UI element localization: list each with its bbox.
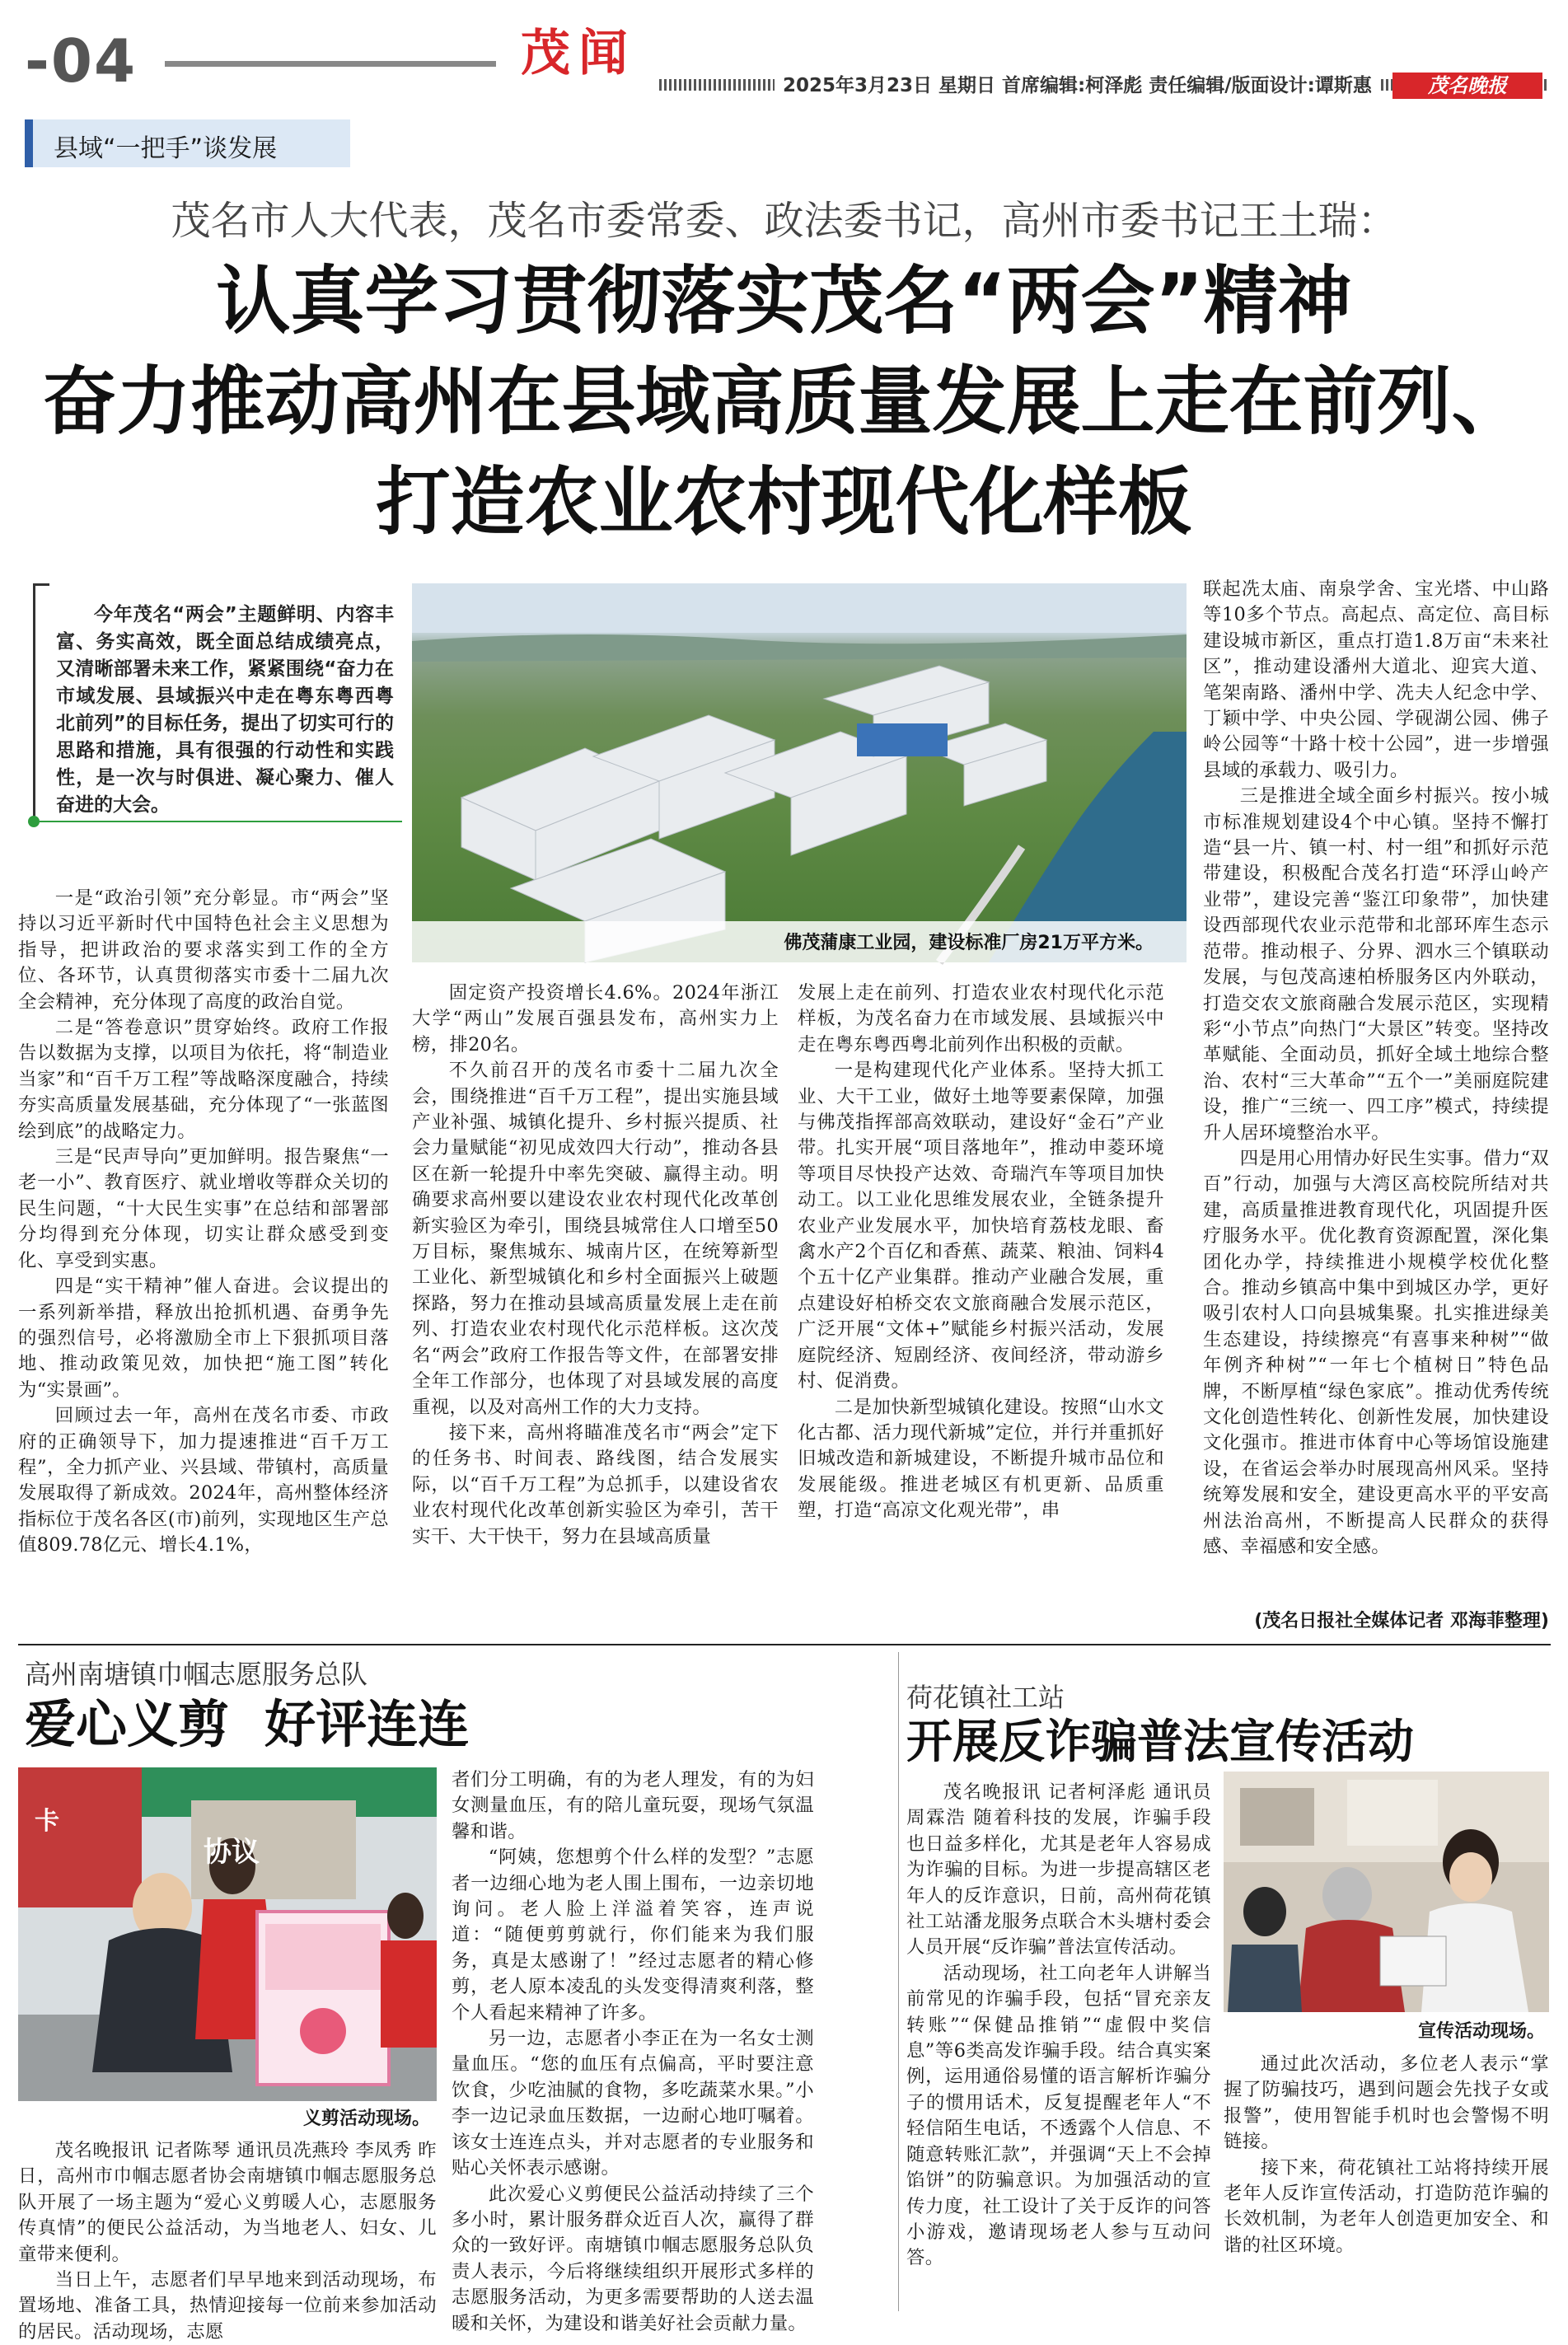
column-banner-label: 县域“一把手”谈发展: [54, 134, 278, 163]
haircut-sign-2: 卡: [35, 1807, 59, 1836]
story3-col1-para: 活动现场，社工向老年人讲解当前常见的诈骗手段，包括“冒充亲友转账”“保健品推销”“虚假中奖信息”等6类高发诈骗手段。结合真实案例，运用通俗易懂的语言解析诈骗分子的惯用话术，反复提醒老年人“不轻信陌生电话，不透露个人信息、不随意转账汇款”，并强调“天上不会掉馅饼”的防骗意识。为加强活动的宣传力度，社工设计了关于反诈的问答小游戏，邀请现场老人参与互动问答。: [906, 1962, 1211, 2269]
page-number: -04: [25, 26, 138, 96]
story3-col2-para: 通过此次活动，多位老人表示“掌握了防骗技巧，遇到问题会先找子女或报警”，使用智能手机时也会警惕不明链接。: [1224, 2053, 1549, 2153]
column-banner: [25, 119, 350, 167]
main-col3-para: 一是构建现代化产业体系。坚持大抓工业、大干工业，做好土地等要素保障，加强与佛茂指挥部高效联动，建设好“金石”产业带。扎实开展“项目落地年”，推动申菱环境等项目尽快投产达效、奇瑞汽车等项目加快动工。以工业化思维发展农业，全链条提升农业产业发展水平，加快培育荔枝龙眼、畜禽水产2个百亿和香蕉、蔬菜、粮油、饲料4个五十亿产业集群。推动产业融合发展，重点建设好柏桥交农文旅商融合发展示范区，广泛开展“文体+”赋能乡村振兴活动，发展庭院经济、短剧经济、夜间经济，带动游乡村、促消费。: [798, 1060, 1164, 1392]
main-col1-para: 二是“答卷意识”贯穿始终。政府工作报告以数据为支撑，以项目为依托，将“制造业当家”和“百千万工程”等战略深度融合，持续夯实高质量发展基础，充分体现了“一张蓝图绘到底”的战略定力。: [18, 1017, 389, 1142]
story2-col2-para: “阿姨，您想剪个什么样的发型？”志愿者一边细心地为老人围上围布，一边亲切地询问。老人脸上洋溢着笑容，连声说道：“随便剪剪就行，你们能来为我们服务，真是太感谢了！”经过志愿者的精心修剪，老人原本凌乱的头发变得清爽利落，整个人看起来精神了许多。: [452, 1847, 814, 2024]
section-name: 茂闻: [521, 25, 636, 82]
paper-logo: 茂名晚报: [1392, 73, 1542, 99]
story3-title: 开展反诈骗普法宣传活动: [906, 1715, 1414, 1769]
industrial-park-photo: [412, 583, 1187, 962]
main-title-line-1: 认真学习贯彻落实茂名“两会”精神: [216, 258, 1352, 344]
story2-col2-para: 者们分工明确，有的为老人理发，有的为妇女测量血压，有的陪儿童玩耍，现场气氛温馨和谐。: [452, 1769, 814, 1842]
main-body-col4: [1203, 577, 1549, 1607]
main-col4-para: 联起冼太庙、南泉学舍、宝光塔、中山路等10多个节点。高起点、高定位、高目标建设城市新区，重点打造1.8万亩“未来社区”，推动建设潘州大道北、迎宾大道、笔架南路、潘州中学、冼夫人纪念中学、丁颖中学、中央公园、学砚湖公园、佛子岭公园等“十路十校十公园”，进一步增强县域的承载力、吸引力。: [1203, 578, 1549, 781]
story3-col2: [1224, 2052, 1549, 2319]
story2-col1-para: 当日上午，志愿者们早早地来到活动现场，布置场地、准备工具，热情迎接每一位前来参加活动的居民。活动现场，志愿: [18, 2269, 437, 2343]
haircut-photo: [18, 1767, 437, 2101]
story3-kicker: 荷花镇社工站: [906, 1682, 1065, 1713]
story3-col2-para: 接下来，荷花镇社工站将持续开展老年人反诈宣传活动，打造防范诈骗的长效机制，为老年人创造更加安全、和谐的社区环境。: [1224, 2156, 1549, 2256]
story2-title: 爱心义剪 好评连连: [25, 1694, 470, 1754]
main-col4-para: 三是推进全域全面乡村振兴。按小城市标准规划建设4个中心镇。坚持不懈打造“县一片、镇一村、村一组”和抓好示范带建设，积极配合茂名打造“环浮山岭产业带”，建设完善“鉴江印象带”，加快建设西部现代农业示范带和北部环库生态示范带。推动根子、分界、泗水三个镇联动发展，与包茂高速柏桥服务区内外联动，打造交农文旅商融合发展示范区，实现精彩“小节点”向热门“大景区”转变。坚持改革赋能、全面动员，抓好全域土地综合整治、农村“三大革命”“五个一”美丽庭院建设，推广“三统一、四工序”模式，持续提升人居环境整治水平。: [1203, 785, 1549, 1144]
story2-kicker: 高州南塘镇巾帼志愿服务总队: [25, 1659, 368, 1690]
main-col2-para: 固定资产投资增长4.6%。2024年浙江大学“两山”发展百强县发布，高州实力上榜，排20名。: [412, 982, 779, 1055]
anti-fraud-illustration: [1224, 1772, 1549, 2012]
anti-fraud-photo: [1224, 1772, 1549, 2012]
haircut-caption: 义剪活动现场。: [302, 2109, 430, 2129]
main-body-col2: [412, 981, 779, 1636]
story2-col2-para: 另一边，志愿者小李正在为一名女士测量血压。“您的血压有点偏高，平时要注意饮食，少吃油腻的食物，多吃蔬菜水果。”小李一边记录血压数据，一边耐心地叮嘱着。该女士连连点头，并对志愿者的专业服务和贴心关怀表示感谢。: [452, 2028, 814, 2179]
main-title-line-3: 打造农业农村现代化样板: [376, 459, 1192, 545]
story-divider: [898, 1652, 899, 2311]
story3-col1-para: 茂名晚报讯 记者柯泽彪 通讯员周霖浩 随着科技的发展，诈骗手段也日益多样化，尤其是老年人容易成为诈骗的目标。为进一步提高辖区老年人的反诈意识，日前，高州荷花镇社工站潘龙服务点联合木头塘村委会人员开展“反诈骗”普法宣传活动。: [906, 1781, 1211, 1959]
main-col3-para: 二是加快新型城镇化建设。按照“山水文化古都、活力现代新城”定位，并行并重抓好旧城改造和新城建设，不断提升城市品位和发展能级。推进老城区有机更新、品质重塑，打造“高凉文化观光带”，串: [798, 1396, 1164, 1522]
anti-fraud-caption: 宣传活动现场。: [1417, 2021, 1545, 2042]
story2-col1-para: 茂名晚报讯 记者陈琴 通讯员冼燕玲 李凤秀 昨日，高州市巾帼志愿者协会南塘镇巾帼志愿服务总队开展了一场主题为“爱心义剪暖人心，志愿服务传真情”的便民公益活动，为当地老人、妇女、儿童带来便利。: [18, 2140, 437, 2265]
main-body-col3: [798, 981, 1164, 1636]
header-rule: [165, 61, 496, 67]
story3-col1: [906, 1780, 1211, 2319]
story2-col1: [18, 2138, 437, 2343]
section-divider: [18, 1644, 1551, 1645]
main-col1-para: 四是“实干精神”催人奋进。会议提出的一系列新举措，释放出抢抓机遇、奋勇争先的强烈信号，必将激励全市上下狠抓项目落地、推动政策见效，加快把“施工图”转化为“实景画”。: [18, 1275, 389, 1401]
main-byline: (茂名日报社全媒体记者 邓海菲整理): [1254, 1611, 1549, 1631]
main-kicker: 茂名市人大代表，茂名市委常委、政法委书记，高州市委书记王土瑞：: [171, 198, 1397, 244]
main-col3-para: 发展上走在前列、打造农业农村现代化示范样板，为茂名奋力在市域发展、县域振兴中走在粤东粤西粤北前列作出积极的贡献。: [798, 982, 1164, 1055]
story2-col2-para: 此次爱心义剪便民公益活动持续了三个多小时，累计服务群众近百人次，赢得了群众的一致好评。南塘镇巾帼志愿服务总队负责人表示，今后将继续组织开展形式多样的志愿服务活动，为更多需要帮助的人送去温暖和关怀，为建设和谐美好社会贡献力量。: [452, 2183, 814, 2334]
lead-box: [33, 583, 396, 822]
haircut-sign: 协议: [204, 1836, 260, 1869]
industrial-park-illustration: [412, 583, 1187, 962]
main-title: [0, 251, 1568, 553]
main-col4-para: 四是用心用情办好民生实事。借力“双百”行动，加强与大湾区高校院所结对共建，高质量推进教育现代化，巩固提升医疗服务水平。优化教育资源配置，深化集团化办学，持续推进小规模学校优化整合。推动乡镇高中集中到城区办学，更好吸引农村人口向县城集聚。扎实推进绿美生态建设，持续擦亮“有喜事来种树”“做年例齐种树”“一年七个植树日”特色品牌，不断厚植“绿色家底”。推动优秀传统文化创造性转化、创新性发展，加快建设文化强市。推进市体育中心等场馆设施建设，在省运会举办时展现高州风采。坚持统筹发展和安全，建设更高水平的平安高州法治高州，不断提高人民群众的获得感、幸福感和安全感。: [1203, 1147, 1549, 1558]
main-col1-para: 三是“民声导向”更加鲜明。报告聚焦“一老一小”、教育医疗、就业增收等群众关切的民生问题，“十大民生实事”在总结和部署部分均得到充分体现，切实让群众感受到变化、享受到实惠。: [18, 1146, 389, 1271]
main-col2-para: 不久前召开的茂名市委十二届九次全会，围绕推进“百千万工程”，提出实施县域产业补强、城镇化提升、乡村振兴提质、社会力量赋能“初见成效四大行动”，推动各县区在新一轮提升中率先突破、赢得主动。明确要求高州要以建设农业农村现代化改革创新实验区为牵引，围绕县城常住人口增至50万目标，聚焦城东、城南片区，在统筹新型工业化、新型城镇化和乡村全面振兴上破题探路，努力在推动县域高质量发展上走在前列、打造农业农村现代化示范样板。这次茂名“两会”政府工作报告等文件，在部署安排全年工作部分，也体现了对县域发展的高度重视，以及对高州工作的大力支持。: [412, 1060, 779, 1418]
story2-col2: [452, 1767, 814, 2334]
main-col1-para: 一是“政治引领”充分彰显。市“两会”坚持以习近平新时代中国特色社会主义思想为指导，把讲政治的要求落实到工作的全方位、各环节，认真贯彻落实市委十二届九次全会精神，充分体现了高度的政治自觉。: [18, 887, 389, 1013]
main-body-col1: [18, 886, 389, 1636]
lead-text: 今年茂名“两会”主题鲜明、内容丰富、务实高效，既全面总结成绩亮点，又清晰部署未来工作，紧紧围绕“奋力在市域发展、县域振兴中走在粤东粤西粤北前列”的目标任务，提出了切实可行的思路和措施，具有很强的行动性和实践性，是一次与时俱进、凝心聚力、催人奋进的大会。: [56, 604, 394, 816]
main-title-line-2: 奋力推动高州在县域高质量发展上走在前列、: [42, 358, 1526, 445]
industrial-park-caption: 佛茂蒲康工业园，建设标准厂房21万平方米。: [784, 933, 1154, 953]
haircut-illustration: [18, 1767, 437, 2101]
header-meta: 2025年3月23日 星期日 首席编辑:柯泽彪 责任编辑/版面设计:谭斯惠: [775, 73, 1380, 98]
main-col2-para: 接下来，高州将瞄准茂名市“两会”定下的任务书、时间表、路线图，结合发展实际，以“百千万工程”为总抓手，以建设省农业农村现代化改革创新实验区为牵引，苦干实干、大干快干，努力在县域高质量: [412, 1421, 779, 1547]
main-col1-para: 回顾过去一年，高州在茂名市委、市政府的正确领导下，加力提速推进“百千万工程”，全力抓产业、兴县域、带镇村，高质量发展取得了新成效。2024年，高州整体经济指标位于茂名各区(市)前列，实现地区生产总值809.78亿元、增长4.1%，: [18, 1405, 389, 1556]
